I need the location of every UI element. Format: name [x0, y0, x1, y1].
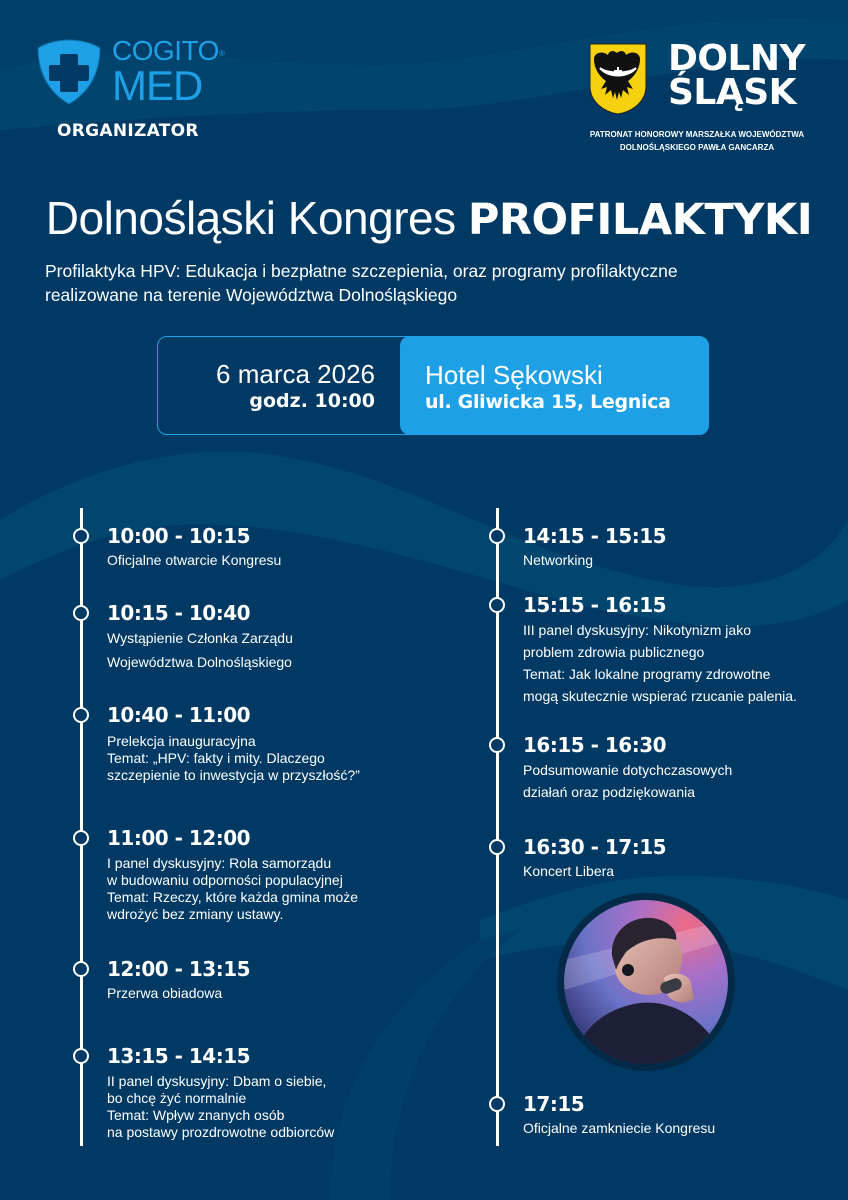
region-line2: ŚLĄSK — [668, 72, 797, 113]
description-line: działań oraz podziękowania — [523, 784, 695, 800]
description-line: mogą skutecznie wspierać rzucanie palenia. — [523, 688, 797, 704]
timeline-dot-icon — [73, 961, 89, 977]
title-bold: PROFILAKTYKI — [467, 195, 813, 245]
schedule-time: 14:15 - 15:15 — [523, 524, 667, 548]
event-date: 6 marca 2026 — [216, 359, 375, 389]
region-line1: DOLNY — [668, 38, 806, 79]
schedule-description — [523, 619, 797, 707]
description-line: Temat: Jak lokalne programy zdrowotne — [523, 666, 771, 682]
schedule-time: 13:15 - 14:15 — [107, 1044, 251, 1068]
description-line: w budowaniu odporności populacyjnej — [107, 872, 343, 888]
description-line: I panel dyskusyjny: Rola samorządu — [107, 855, 332, 871]
schedule-time: 10:40 - 11:00 — [107, 703, 251, 727]
brand-line2: MED — [112, 62, 203, 109]
schedule-description — [107, 552, 281, 569]
description-line: Województwa Dolnośląskiego — [107, 654, 292, 670]
timeline-dot-icon — [73, 707, 89, 723]
title-light: Dolnośląski Kongres — [45, 192, 468, 244]
timeline-dot-icon — [489, 839, 505, 855]
brand-line1: COGITO — [112, 35, 219, 66]
subtitle-line2: realizowane na terenie Województwa Dolnośląskiego — [45, 285, 458, 305]
schedule-time: 16:15 - 16:30 — [523, 733, 667, 757]
schedule-time: 11:00 - 12:00 — [107, 826, 251, 850]
performer-photo — [557, 893, 735, 1071]
description-line: wdrożyć bez zmiany ustawy. — [107, 906, 284, 922]
page-title — [0, 190, 848, 248]
schedule-description — [523, 1120, 715, 1137]
schedule-time: 17:15 — [523, 1092, 585, 1116]
description-line: Oficjalne otwarcie Kongresu — [107, 552, 282, 568]
timeline-dot-icon — [73, 830, 89, 846]
schedule-description — [107, 855, 358, 923]
schedule-description — [107, 733, 360, 784]
timeline-dot-icon — [73, 528, 89, 544]
timeline-dot-icon — [73, 605, 89, 621]
timeline-dot-icon — [489, 737, 505, 753]
description-line: problem zdrowia publicznego — [523, 644, 705, 660]
patronage-block — [586, 38, 816, 162]
description-line: Przerwa obiadowa — [107, 985, 223, 1001]
schedule-time: 10:15 - 10:40 — [107, 601, 251, 625]
schedule-description — [107, 626, 293, 674]
event-info-box — [157, 336, 709, 435]
timeline-dot-icon — [489, 528, 505, 544]
schedule-description — [523, 759, 732, 803]
organizer-brand — [112, 35, 225, 109]
description-line: Temat: Rzeczy, które każda gmina może — [107, 889, 359, 905]
schedule-time: 12:00 - 13:15 — [107, 957, 251, 981]
subtitle — [45, 259, 825, 307]
schedule-description — [107, 985, 250, 1002]
description-line: II panel dyskusyjny: Dbam o siebie, — [107, 1073, 327, 1089]
singer-with-microphone-illustration — [564, 900, 728, 1064]
medical-shield-icon — [36, 38, 102, 106]
schedule-time: 16:30 - 17:15 — [523, 835, 667, 859]
description-line: Temat: „HPV: fakty i mity. Dlaczego — [107, 750, 325, 766]
organizer-label: ORGANIZATOR — [57, 121, 199, 141]
event-date-block — [158, 337, 401, 433]
patronage-text — [586, 128, 808, 154]
patronage-line1: PATRONAT HONOROWY MARSZAŁKA WOJEWÓDZTWA — [589, 130, 805, 139]
subtitle-line1: Profilaktyka HPV: Edukacja i bezpłatne szczepienia, oraz programy profilaktyczne — [45, 261, 678, 281]
description-line: na postawy prozdrowotne odbiorców — [107, 1124, 335, 1140]
description-line: Oficjalne zamkniecie Kongresu — [523, 1120, 716, 1136]
description-line: Podsumowanie dotychczasowych — [523, 762, 733, 778]
eagle-coat-of-arms-icon — [588, 42, 648, 116]
schedule-description — [523, 863, 666, 880]
patronage-line2: DOLNOŚLĄSKIEGO PAWŁA GANCARZA — [619, 143, 775, 152]
event-time: godz. 10:00 — [249, 390, 375, 412]
description-line: Networking — [523, 552, 594, 568]
venue-name: Hotel Sękowski — [425, 359, 603, 390]
schedule-time: 15:15 - 16:15 — [523, 593, 667, 617]
schedule-description — [523, 552, 666, 569]
schedule-time: 10:00 - 10:15 — [107, 524, 251, 548]
performer-photo-image — [564, 900, 728, 1064]
event-venue-block — [400, 336, 709, 435]
schedule-description — [107, 1073, 334, 1141]
description-line: bo chcę żyć normalnie — [107, 1090, 247, 1106]
timeline-dot-icon — [489, 1096, 505, 1112]
description-line: III panel dyskusyjny: Nikotynizm jako — [523, 622, 751, 638]
description-line: Koncert Libera — [523, 863, 615, 879]
description-line: szczepienie to inwestycja w przyszłość?” — [107, 767, 360, 783]
description-line: Temat: Wpływ znanych osób — [107, 1107, 285, 1123]
region-name — [668, 38, 806, 113]
timeline-dot-icon — [489, 597, 505, 613]
description-line: Wystąpienie Członka Zarządu — [107, 630, 293, 646]
venue-address: ul. Gliwicka 15, Legnica — [425, 390, 671, 413]
trademark: ® — [218, 49, 225, 58]
organizer-logo — [34, 36, 234, 116]
description-line: Prelekcja inauguracyjna — [107, 733, 256, 749]
timeline-dot-icon — [73, 1048, 89, 1064]
